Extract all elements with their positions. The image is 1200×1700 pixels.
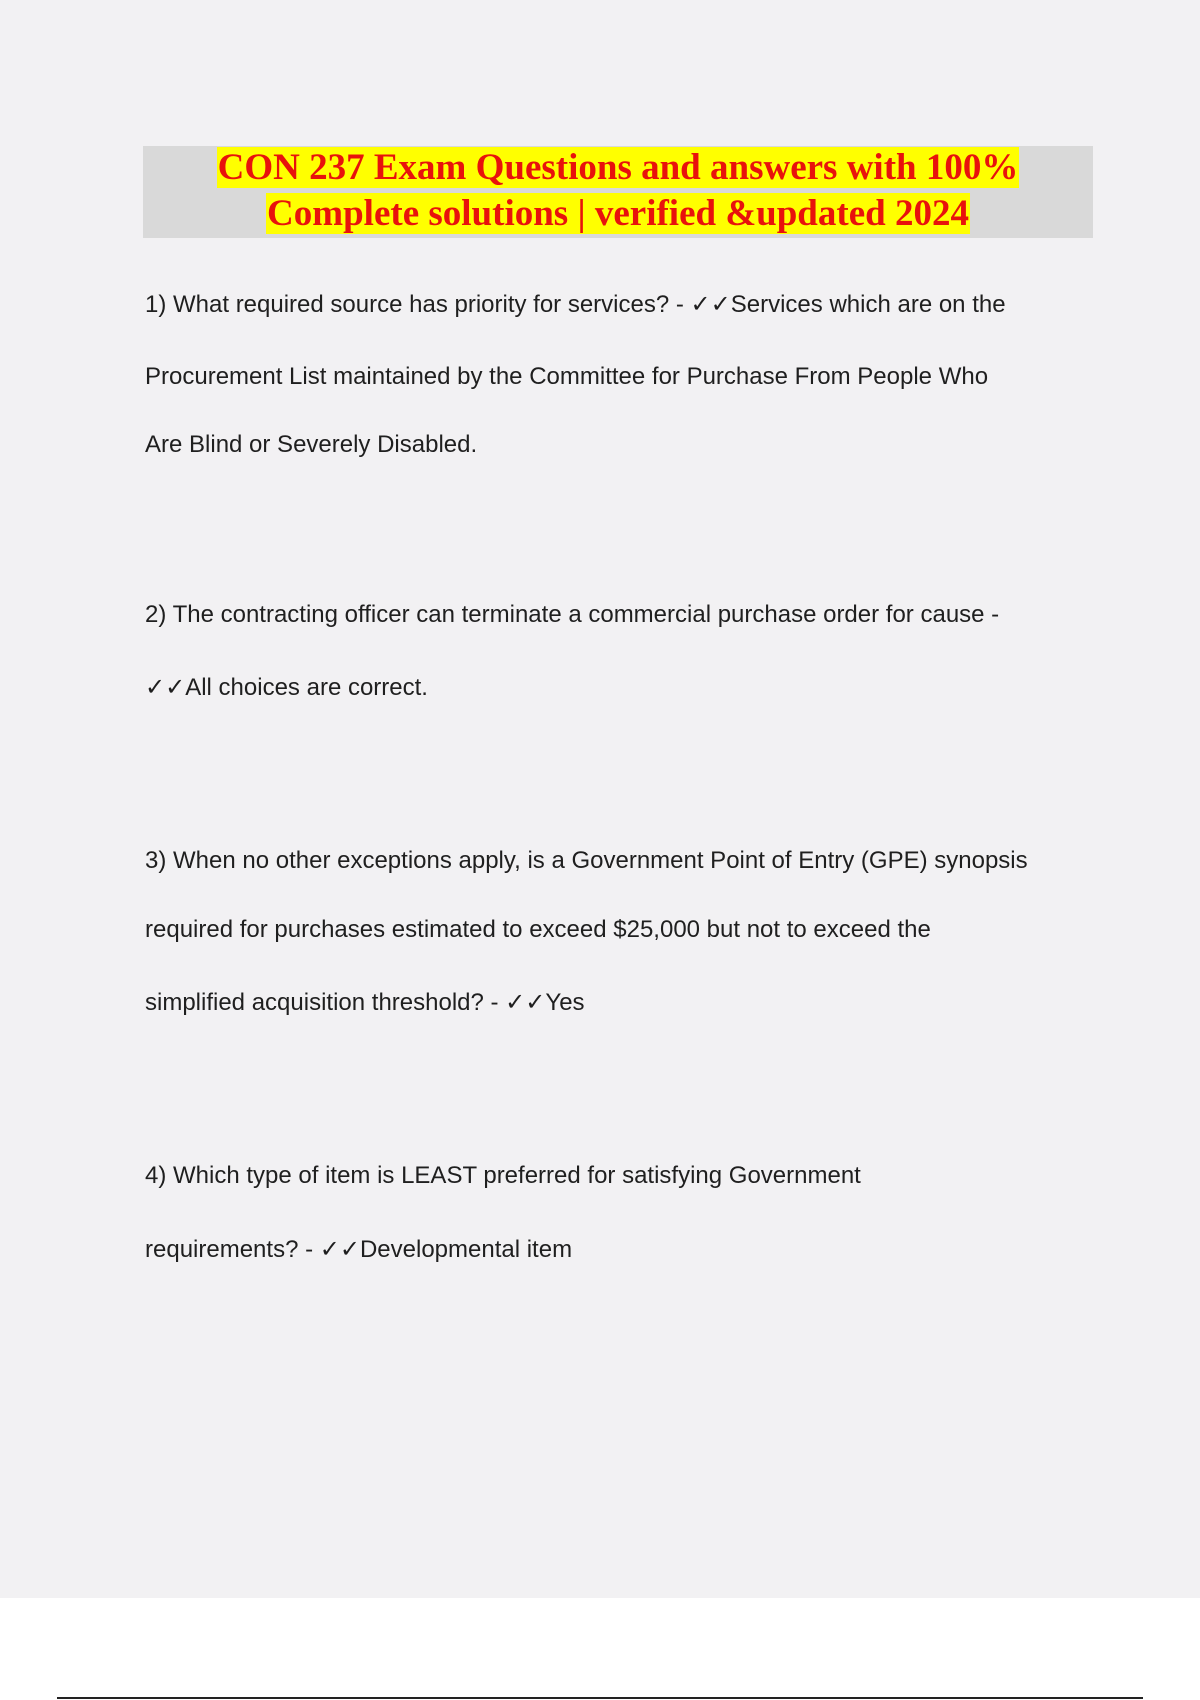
document-title bbox=[143, 146, 1093, 238]
title-line-1: CON 237 Exam Questions and answers with 100% bbox=[217, 147, 1019, 188]
document-page: CON 237 Exam Questions and answers with 100% Complete solutions | verified &updated 2024 1) What required source has priority for services? - ✓✓Services which are on the Procurement List maintained by the Committee for Purchase From People Who Are Blind or Severely Disabled. 2) The contracting officer can terminate a commercial purchase order for cause - ✓✓All choices are correct. 3) When no other exceptions apply, is a Government Point of Entry (GPE) synopsis required for purchases estimated to exceed $25,000 but not to exceed the simplified acquisition threshold? - ✓✓Yes 4) Which type of item is LEAST preferred for satisfying Government requirements? - ✓✓Developmental item bbox=[0, 0, 1200, 1598]
footer-divider bbox=[57, 1697, 1143, 1699]
title-line-2: Complete solutions | verified &updated 2024 bbox=[267, 193, 969, 234]
